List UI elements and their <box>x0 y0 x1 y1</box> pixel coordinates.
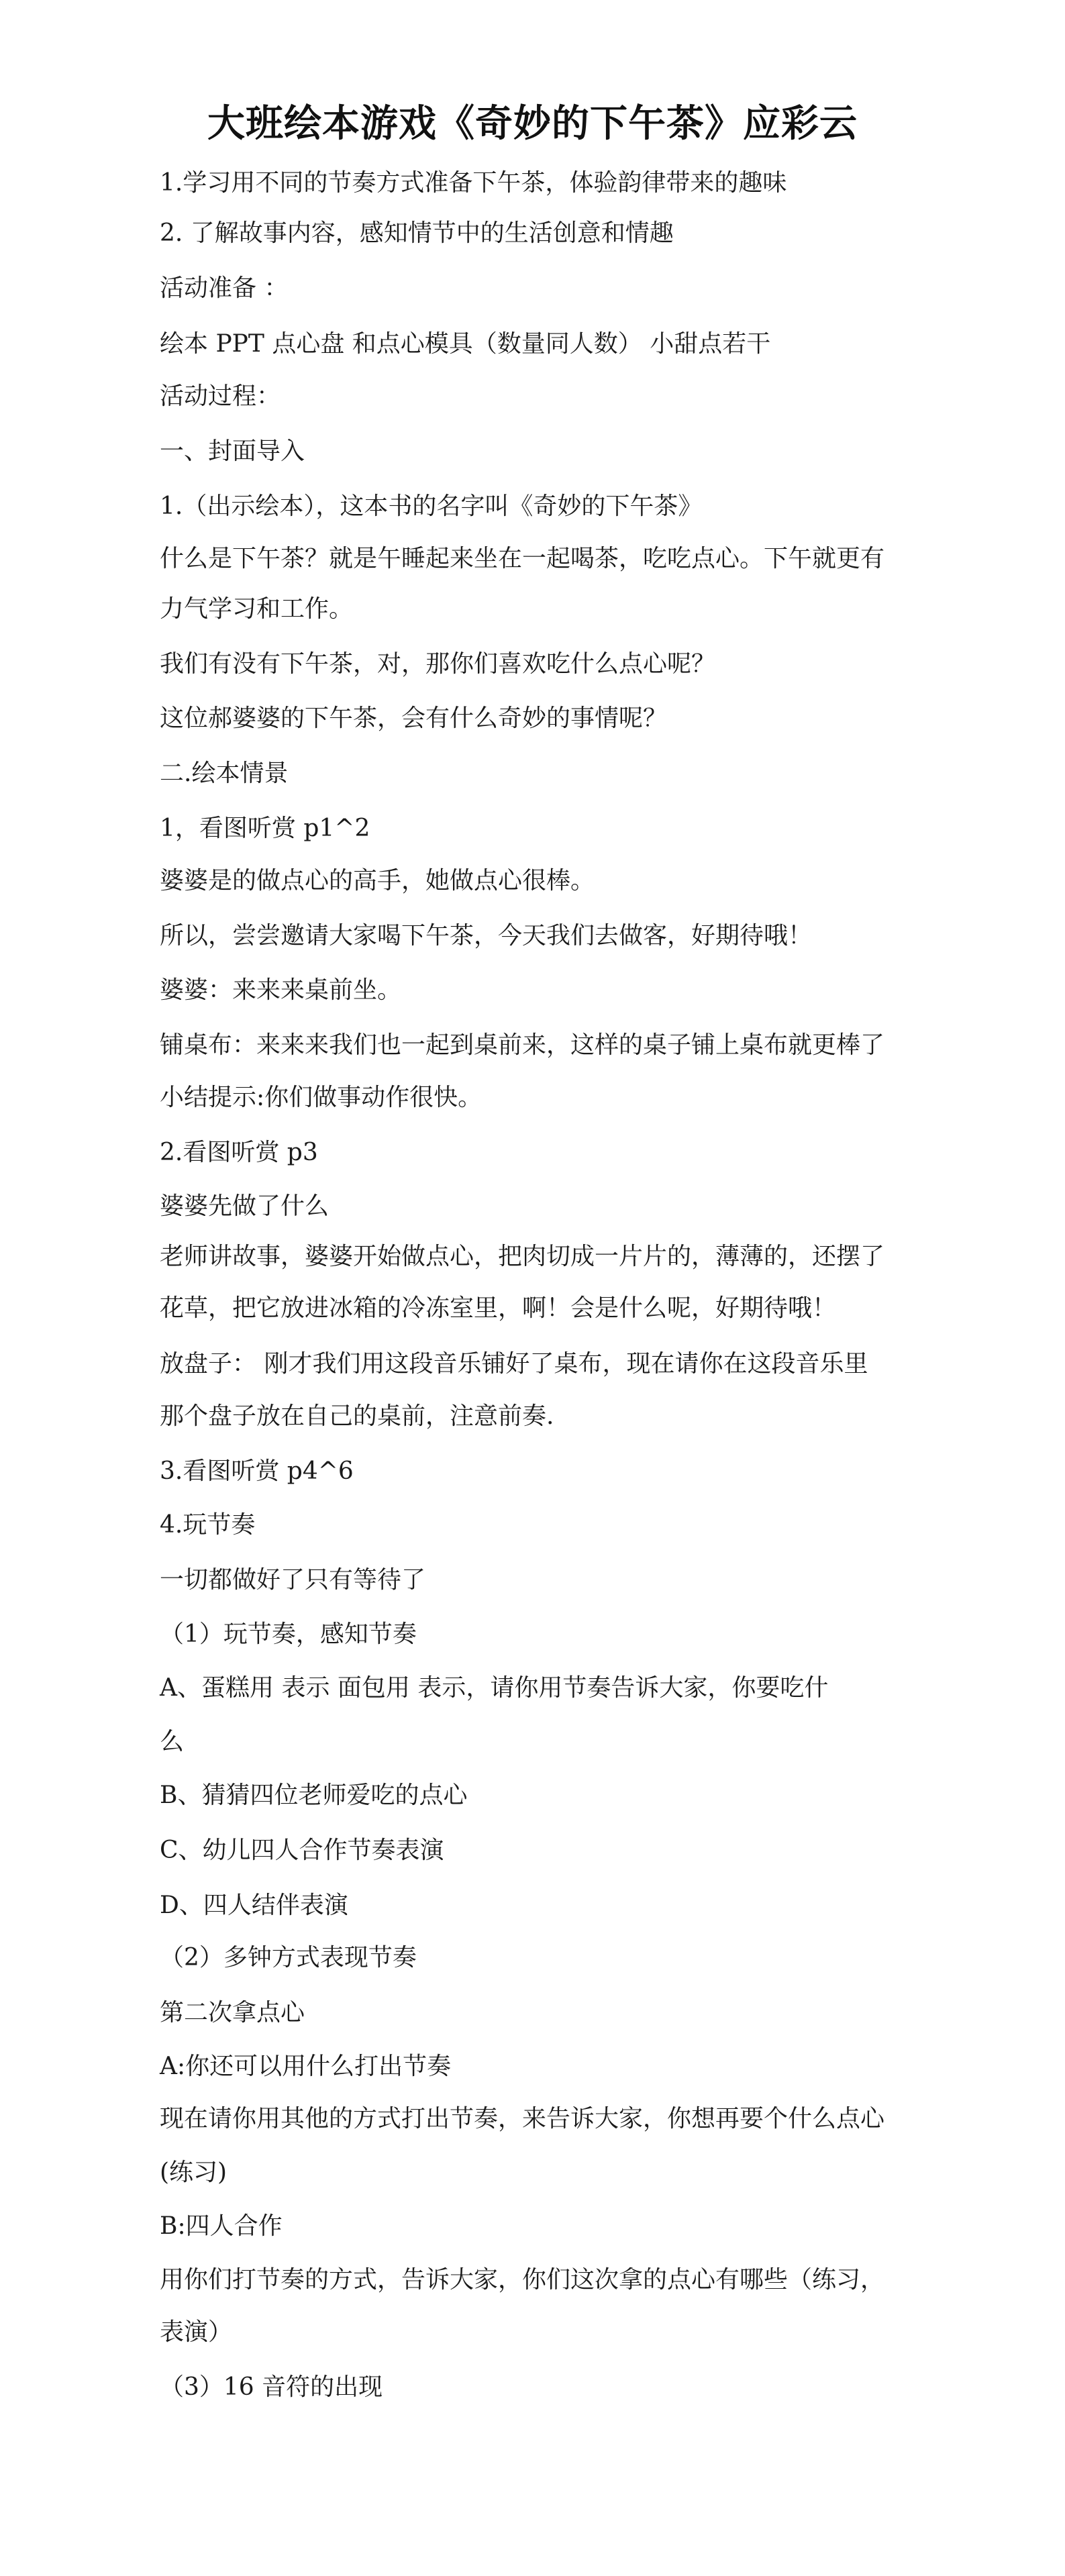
text-line: 婆婆：来来来桌前坐。 <box>160 976 402 1004</box>
text-line: （1）玩节奏，感知节奏 <box>160 1620 417 1648</box>
text-line: 什么是下午茶？就是午睡起来坐在一起喝茶，吃吃点心。下午就更有 <box>160 545 885 572</box>
text-line: 我们有没有下午茶，对，那你们喜欢吃什么点心呢？ <box>160 650 716 678</box>
text-line: 1.学习用不同的节奏方式准备下午茶，体验韵律带来的趣味 <box>160 169 787 197</box>
text-line: 铺桌布：来来来我们也一起到桌前来，这样的桌子铺上桌布就更棒了 <box>160 1031 885 1059</box>
text-line: （2）多钟方式表现节奏 <box>160 1944 417 1971</box>
text-line: 3.看图听赏 p4^6 <box>160 1457 354 1485</box>
text-line: 1，看图听赏 p1^2 <box>160 815 370 842</box>
text-line: 用你们打节奏的方式，告诉大家，你们这次拿的点心有哪些（练习， <box>160 2266 885 2294</box>
text-line: 绘本 PPT 点心盘 和点心模具（数量同人数） 小甜点若干 <box>160 330 771 358</box>
text-line: 小结提示:你们做事动作很快。 <box>160 1084 483 1111</box>
text-line: B:四人合作 <box>160 2212 283 2240</box>
text-line: C、幼儿四人合作节奏表演 <box>160 1837 444 1864</box>
text-line: 第二次拿点心 <box>160 1999 305 2026</box>
text-line: D、四人结伴表演 <box>160 1892 348 1919</box>
text-line: 2.看图听赏 p3 <box>160 1139 318 1166</box>
text-line: 那个盘子放在自己的桌前，注意前奏. <box>160 1402 554 1430</box>
text-line: 花草，把它放进冰箱的冷冻室里，啊！会是什么呢，好期待哦！ <box>160 1294 837 1322</box>
document-title: 大班绘本游戏《奇妙的下午茶》应彩云 <box>207 102 858 146</box>
text-line: 这位郝婆婆的下午茶，会有什么奇妙的事情呢？ <box>160 705 668 732</box>
text-line: 所以，尝尝邀请大家喝下午茶，今天我们去做客，好期待哦！ <box>160 922 813 949</box>
text-line: 婆婆是的做点心的高手，她做点心很棒。 <box>160 867 595 894</box>
text-line: 二.绘本情景 <box>160 760 289 787</box>
text-line: （3）16 音符的出现 <box>160 2373 383 2401</box>
text-line: 放盘子： 刚才我们用这段音乐铺好了桌布，现在请你在这段音乐里 <box>160 1350 868 1378</box>
text-line: 现在请你用其他的方式打出节奏，来告诉大家，你想再要个什么点心 <box>160 2105 885 2132</box>
text-line: 活动准备 ： <box>160 274 289 302</box>
text-line: 4.玩节奏 <box>160 1511 256 1539</box>
text-line: 婆婆先做了什么 <box>160 1192 329 1220</box>
text-line: 一切都做好了只有等待了 <box>160 1566 426 1594</box>
text-line: B、猜猜四位老师爱吃的点心 <box>160 1782 468 1809</box>
text-line: 活动过程： <box>160 382 281 410</box>
text-line: 老师讲故事，婆婆开始做点心，把肉切成一片片的，薄薄的，还摆了 <box>160 1243 885 1270</box>
text-line: (练习) <box>160 2159 227 2186</box>
text-line: 么 <box>160 1728 185 1755</box>
text-line: A:你还可以用什么打出节奏 <box>160 2053 452 2080</box>
text-line: 1.（出示绘本），这本书的名字叫《奇妙的下午茶》 <box>160 493 703 520</box>
text-line: A、蛋糕用 表示 面包用 表示，请你用节奏告诉大家，你要吃什 <box>160 1674 829 1702</box>
text-line: 一、封面导入 <box>160 437 305 465</box>
text-line: 2. 了解故事内容，感知情节中的生活创意和情趣 <box>160 219 674 247</box>
text-line: 表演） <box>160 2318 233 2346</box>
text-line: 力气学习和工作。 <box>160 595 354 623</box>
